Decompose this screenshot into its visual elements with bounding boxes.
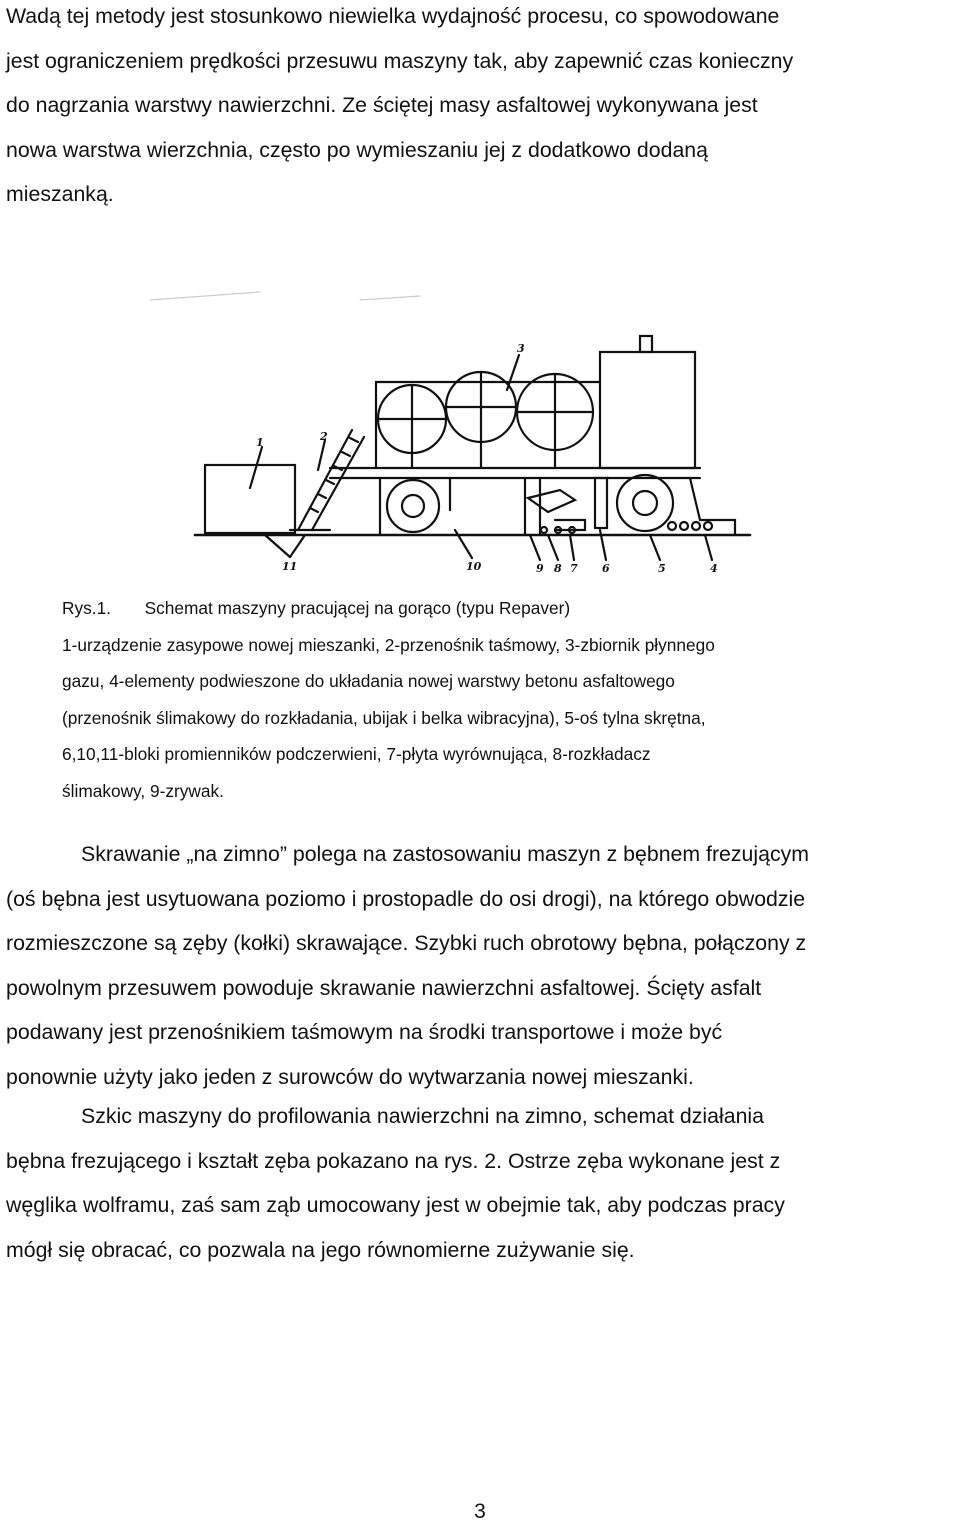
page-number: 3 [474,1500,486,1523]
figure-label-1: 1 [256,436,264,449]
text-line: (oś bębna jest usytuowana poziomo i prostopadle do osi drogi), na którego obwodzie [6,886,806,911]
paragraph-cold-milling [6,832,960,1099]
text-line: Wadą tej metody jest stosunkowo niewielka wydajność procesu, co spowodowane [6,4,780,28]
figure-label-11: 11 [282,560,298,573]
caption-title: Rys.1. Schemat maszyny pracującej na gorąco (typu Repaver) [62,598,571,618]
text-line: mógł się obracać, co pozwala na jego równomierne zużywanie się. [6,1237,635,1262]
text-line: Skrawanie „na zimno” polega na zastosowaniu maszyn z bębnem frezującym [81,842,809,866]
figure-label-4: 4 [710,562,718,575]
figure-label-7: 7 [570,562,578,575]
text-line: do nagrzania warstwy nawierzchni. Ze ściętej masy asfaltowej wykonywana jest [6,93,758,117]
paragraph-machine-sketch [6,1094,960,1272]
caption-line: (przenośnik ślimakowy do rozkładania, ubijak i belka wibracyjna), 5-oś tylna skrętna, [62,707,706,728]
caption-line: 6,10,11-bloki promienników podczerwieni, 7-płyta wyrównująca, 8-rozkładacz [62,744,651,765]
text-line: jest ograniczeniem prędkości przesuwu maszyny tak, aby zapewnić czas konieczny [6,48,794,73]
figure-label-2: 2 [320,430,328,443]
text-line: nowa warstwa wierzchnia, często po wymieszaniu jej z dodatkowo dodaną [6,137,708,162]
intro-paragraph [6,0,960,217]
text-line: ponownie użyty jako jeden z surowców do wytwarzania nowej mieszanki. [6,1064,694,1089]
text-line: rozmieszczone są zęby (kołki) skrawające. Szybki ruch obrotowy bębna, połączony z [6,931,807,955]
text-line: powolnym przesuwem powoduje skrawanie nawierzchni asfaltowej. Ścięty asfalt [6,975,762,1000]
figure-caption [62,590,942,810]
text-line: mieszanką. [6,182,114,206]
caption-line: 1-urządzenie zasypowe nowej mieszanki, 2-przenośnik taśmowy, 3-zbiornik płynnego [62,634,715,655]
figure-label-6: 6 [602,562,610,575]
text-line: podawany jest przenośnikiem taśmowym na środki transportowe i może być [6,1020,723,1044]
caption-line: gazu, 4-elementy podwieszone do układania nowej warstwy betonu asfaltowego [62,671,675,692]
figure-label-8: 8 [554,562,562,575]
figure-label-5: 5 [658,562,666,575]
caption-line: ślimakowy, 9-zrywak. [62,780,224,801]
text-line: Szkic maszyny do profilowania nawierzchni na zimno, schemat działania [81,1104,764,1128]
figure-label-9: 9 [536,562,544,575]
figure-label-10: 10 [466,560,482,573]
figure-label-3: 3 [517,342,525,355]
text-line: bębna frezującego i kształt zęba pokazano na rys. 2. Ostrze zęba wykonane jest z [6,1148,781,1173]
text-line: węglika wolframu, zaś sam ząb umocowany jest w obejmie tak, aby podczas pracy [6,1193,785,1217]
machine-schematic-figure [150,280,760,580]
